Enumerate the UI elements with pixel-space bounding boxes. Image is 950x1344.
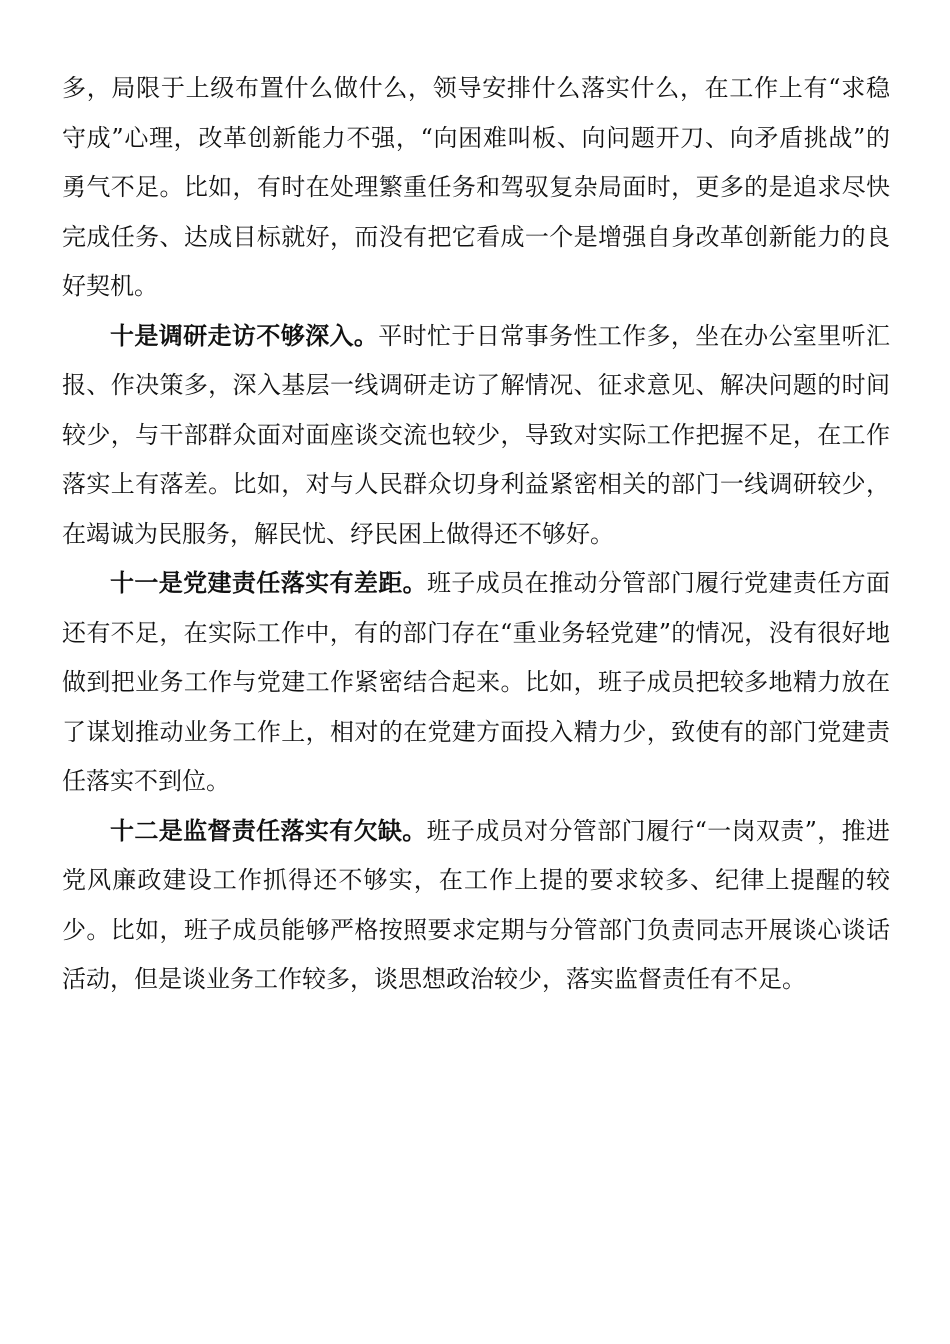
paragraph-item-11 bbox=[62, 559, 890, 807]
paragraph-body: 平时忙于日常事务性工作多，坐在办公室里听汇报、作决策多，深入基层一线调研走访了解情况、征求意见、解决问题的时间较少，与干部群众面对面座谈交流也较少，导致对实际工作把握不足，在工作落实上有落差。比如，对与人民群众切身利益紧密相关的部门一线调研较少，在竭诚为民服务，解民忧、纾民困上做得还不够好。 bbox=[62, 321, 891, 548]
paragraph-heading: 十二是监督责任落实有欠缺。 bbox=[110, 816, 427, 845]
paragraph-body: 多，局限于上级布置什么做什么，领导安排什么落实什么，在工作上有“求稳守成”心理，改革创新能力不强，“向困难叫板、向问题开刀、向矛盾挑战”的勇气不足。比如，有时在处理繁重任务和驾驭复杂局面时，更多的是追求尽快完成任务、达成目标就好，而没有把它看成一个是增强自身改革创新能力的良好契机。 bbox=[62, 74, 890, 300]
paragraph-item-12 bbox=[62, 807, 890, 1005]
document-page bbox=[62, 64, 890, 1005]
paragraph-body: 班子成员对分管部门履行“一岗双责”，推进党风廉政建设工作抓得还不够实，在工作上提的要求较多、纪律上提醒的较少。比如，班子成员能够严格按照要求定期与分管部门负责同志开展谈心谈话活动，但是谈业务工作较多，谈思想政治较少，落实监督责任有不足。 bbox=[62, 816, 890, 993]
paragraph-body: 班子成员在推动分管部门履行党建责任方面还有不足，在实际工作中，有的部门存在“重业务轻党建”的情况，没有很好地做到把业务工作与党建工作紧密结合起来。比如，班子成员把较多地精力放在了谋划推动业务工作上，相对的在党建方面投入精力少，致使有的部门党建责任落实不到位。 bbox=[62, 569, 890, 795]
paragraph-heading: 十是调研走访不够深入。 bbox=[110, 321, 379, 350]
paragraph-continuation bbox=[62, 64, 890, 312]
paragraph-item-10 bbox=[62, 312, 890, 560]
paragraph-heading: 十一是党建责任落实有差距。 bbox=[110, 569, 428, 597]
